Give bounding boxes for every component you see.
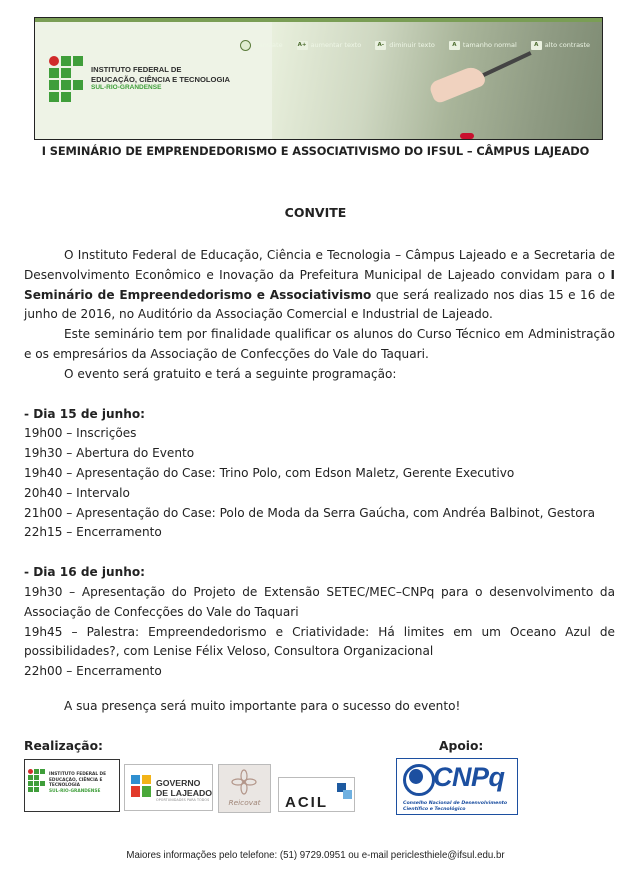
ifsul-logo[interactable] [49,56,230,102]
free-event-paragraph: O evento será gratuito e terá a seguinte programação: [64,366,397,381]
closing-sentence: A sua presença será muito importante para o sucesso do evento! [64,699,461,713]
schedule-item: 19h30 – Apresentação do Projeto de Extensão SETEC/MEC–CNPq para o desenvolvimento da Associação de Confecções do Vale do Taquari [24,584,615,619]
acil-square-icon [343,790,352,799]
cnpq-core-icon [409,769,423,784]
cnpq-subtitle: Conselho Nacional de Desenvolvimento Científico e Tecnológico [403,801,508,812]
text-normal-icon: A [449,41,460,50]
decrease-text-button[interactable] [375,41,435,50]
day1-heading: - Dia 15 de junho: [24,406,146,421]
schedule-item: 20h40 – Intervalo [24,485,130,500]
high-contrast-label: alto contraste [544,41,590,49]
header-banner [34,17,603,140]
text-decrease-icon: A- [375,41,386,50]
accessibility-toolbar [240,35,602,55]
translate-label: translate [253,41,283,49]
schedule-item: 19h00 – Inscrições [24,426,137,441]
normal-size-label: tamanho normal [462,41,517,49]
reicovat-flower-icon [231,769,257,795]
invitation-body [24,246,615,682]
schedule-item: 19h30 – Abertura do Evento [24,446,195,461]
decrease-text-label: diminuir texto [389,41,435,49]
acil-logo[interactable] [278,777,355,812]
schedule-item: 21h00 – Apresentação do Case: Polo de Moda da Serra Gaúcha, com Andréa Balbinot, Gestora [24,505,595,520]
increase-text-label: aumentar texto [310,41,362,49]
schedule-item: 22h00 – Encerramento [24,664,162,679]
increase-text-button[interactable] [297,41,362,50]
support-label: Apoio: [439,739,484,753]
purpose-paragraph: Este seminário tem por finalidade qualificar os alunos do Curso Técnico em Administração e os empresários da Associação de Confecções do Vale do Taquari. [24,327,615,361]
governo-lajeado-text: GOVERNO DE LAJEADO [156,778,212,798]
globe-icon [240,40,251,51]
cnpq-logo[interactable] [396,758,518,815]
lajeado-emblem-icon [131,775,151,797]
ifsul-logo-text: INSTITUTO FEDERAL DE EDUCAÇÃO, CIÊNCIA E TECNOLOGIA SUL-RIO-GRANDENSE [91,65,230,92]
ifsul-mini-text: INSTITUTO FEDERAL DE EDUCAÇÃO, CIÊNCIA E TECNOLOGIA SUL-RIO-GRANDENSE [49,772,107,794]
contact-info: Maiores informações pelo telefone: (51) 9729.0951 ou e-mail periclesthiele@ifsul.edu.br [126,850,505,861]
ifsul-sponsor-logo[interactable] [24,759,120,812]
text-increase-icon: A+ [297,41,307,48]
seminar-title: I SEMINÁRIO DE EMPRENDEDORISMO E ASSOCIATIVISMO DO IFSUL – CÂMPUS LAJEADO [41,144,590,158]
reicovat-text: Reicovat [228,798,261,807]
reicovat-logo[interactable] [218,764,271,813]
translate-button[interactable] [240,40,283,51]
high-contrast-button[interactable] [531,41,590,50]
intro-paragraph: O Instituto Federal de Educação, Ciência e Tecnologia – Câmpus Lajeado e a Secretaria de Desenvolvimento Econômico e Inovação da Prefeitura Municipal de Lajeado convidam para o I Seminário de Empreendedorismo e Associativismo que será realizado nos dias 15 e 16 de junho de 2016, no Auditório da Associação Comercial e Industrial de Lajeado. [24,248,615,322]
invitation-heading: CONVITE [284,205,347,220]
day2-heading: - Dia 16 de junho: [24,565,146,580]
schedule-item: 19h45 – Palestra: Empreendedorismo e Criatividade: Há limites em um Oceano Azul de possibilidades?, com Lenise Félix Veloso, Consultora Organizacional [24,624,615,659]
normal-size-button[interactable] [449,41,517,50]
governo-lajeado-logo[interactable] [124,764,213,811]
contrast-icon: A [531,41,542,50]
banner-top-strip [35,18,602,22]
cnpq-text: CNPq [433,762,505,792]
acil-text: ACIL [285,794,328,811]
ifsul-mini-mark [28,769,45,792]
organizers-label: Realização: [24,739,103,753]
governo-lajeado-slogan: OPORTUNIDADES PARA TODOS [156,798,210,802]
schedule-item: 22h15 – Encerramento [24,525,162,540]
seminar-name: I Seminário de Empreendedorismo e Associativismo [24,267,615,302]
nail-polish-image [460,133,474,139]
schedule-item: 19h40 – Apresentação do Case: Trino Polo, com Edson Maletz, Gerente Executivo [24,465,515,480]
ifsul-logo-mark [49,56,83,102]
